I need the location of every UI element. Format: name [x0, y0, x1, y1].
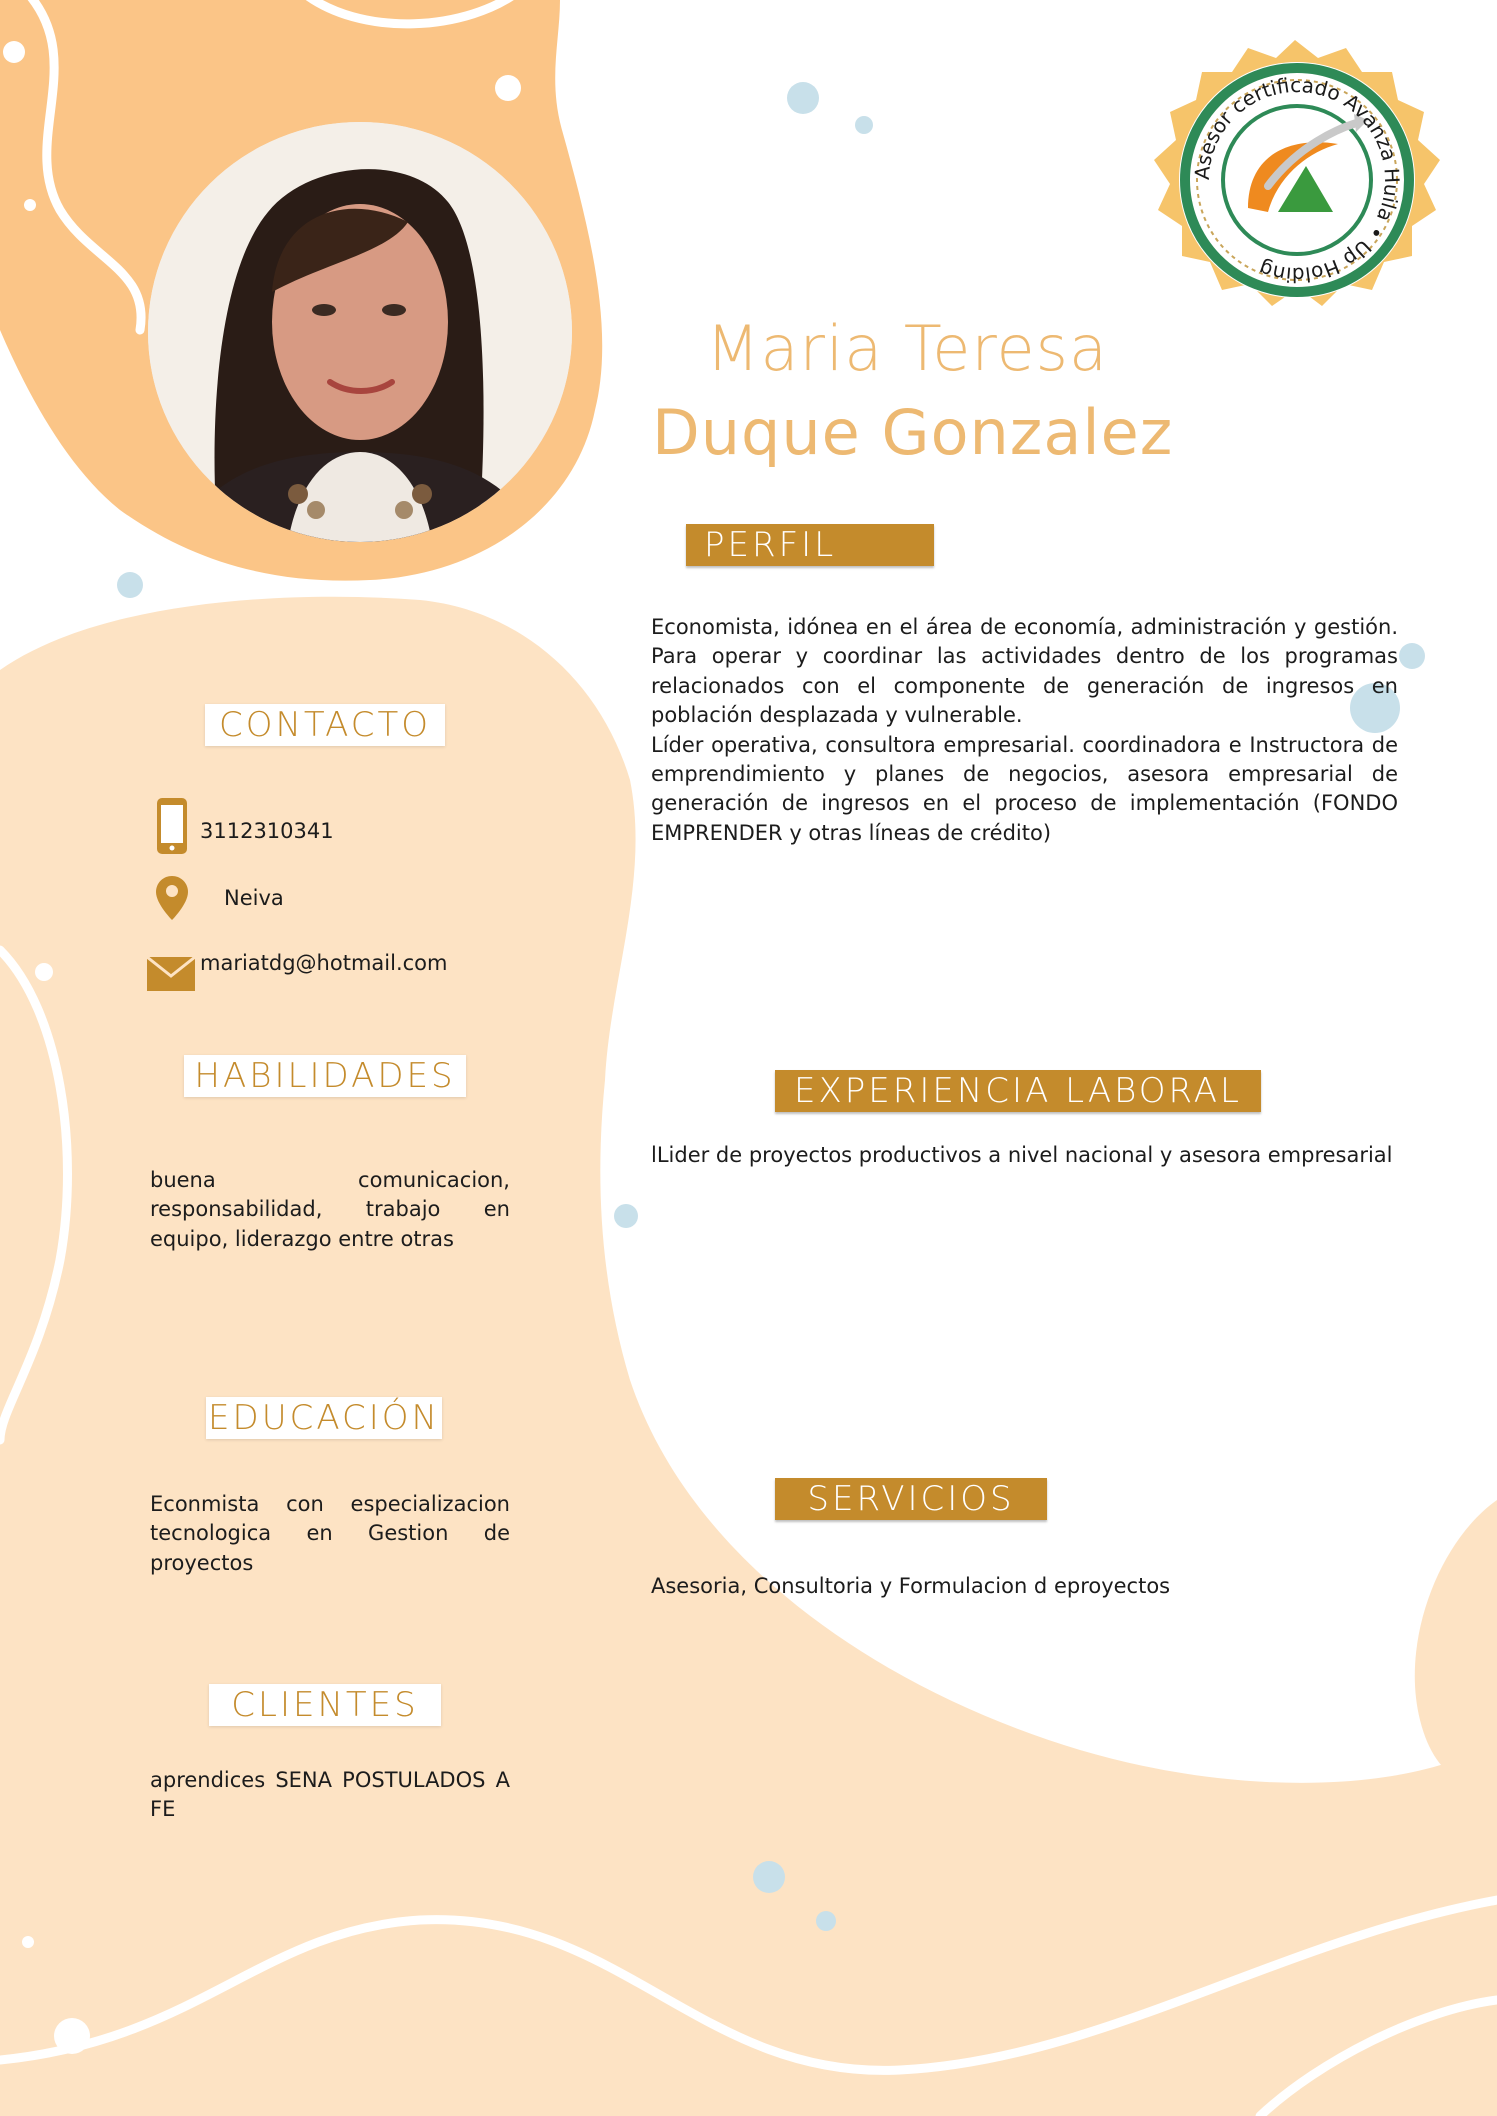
perfil-paragraph-1: Economista, idónea en el área de economía, administración y gestión. Para operar y coordinar las actividades dentro de los programas relacionados con el componente de generación de ingresos en población desplazada y vulnerable. — [651, 615, 1398, 728]
white-dot — [24, 199, 36, 211]
blue-dot — [787, 82, 819, 114]
profile-photo — [148, 122, 572, 542]
blue-dot — [614, 1204, 638, 1228]
experiencia-text: lLider de proyectos productivos a nivel nacional y asesora empresarial — [651, 1143, 1393, 1167]
first-name: Maria Teresa — [706, 312, 1108, 385]
servicios-heading: SERVICIOS — [775, 1478, 1047, 1520]
blue-dot — [117, 572, 143, 598]
habilidades-heading: HABILIDADES — [184, 1055, 466, 1097]
white-dot — [54, 2018, 90, 2054]
email-icon — [146, 956, 196, 992]
phone-icon — [155, 796, 189, 856]
city: Neiva — [224, 886, 284, 910]
seal-text: Asesor certificado Avanza Huila • Up Holding — [1189, 72, 1405, 288]
right-wave-shape — [1415, 1500, 1497, 1783]
perfil-body — [651, 613, 1398, 848]
last-name: Duque Gonzalez — [652, 396, 1174, 469]
habilidades-text: buena comunicacion, responsabilidad, trabajo en equipo, liderazgo entre otras — [150, 1168, 510, 1251]
servicios-text: Asesoria, Consultoria y Formulacion d eproyectos — [651, 1574, 1171, 1598]
portrait-photo-icon — [148, 122, 572, 542]
white-dot — [495, 75, 521, 101]
phone-number: 3112310341 — [200, 819, 334, 843]
certified-advisor-seal-icon — [1128, 36, 1462, 336]
experiencia-heading: EXPERIENCIA LABORAL — [775, 1070, 1261, 1112]
contacto-heading: CONTACTO — [205, 704, 445, 746]
educacion-heading: EDUCACIÓN — [206, 1397, 442, 1439]
email-address: mariatdg@hotmail.com — [200, 951, 448, 975]
blue-dot — [816, 1911, 836, 1931]
blue-dot — [753, 1861, 785, 1893]
clientes-text: aprendices SENA POSTULADOS A FE — [150, 1768, 510, 1822]
blue-dot — [1399, 643, 1425, 669]
clientes-heading: CLIENTES — [209, 1684, 441, 1726]
educacion-text: Econmista con especializacion tecnologica en Gestion de proyectos — [150, 1492, 510, 1575]
location-pin-icon — [154, 874, 190, 922]
blue-dot — [855, 116, 873, 134]
white-dot — [35, 963, 53, 981]
white-dot — [22, 1936, 34, 1948]
white-dot — [3, 41, 25, 63]
perfil-paragraph-2: Líder operativa, consultora empresarial. coordinadora e Instructora de emprendimiento y planes de negocios, asesora empresarial de generación de ingresos en el proceso de implementación (FONDO EMPRENDER y otras líneas de crédito) — [651, 732, 1398, 845]
perfil-heading: PERFIL — [686, 524, 934, 566]
